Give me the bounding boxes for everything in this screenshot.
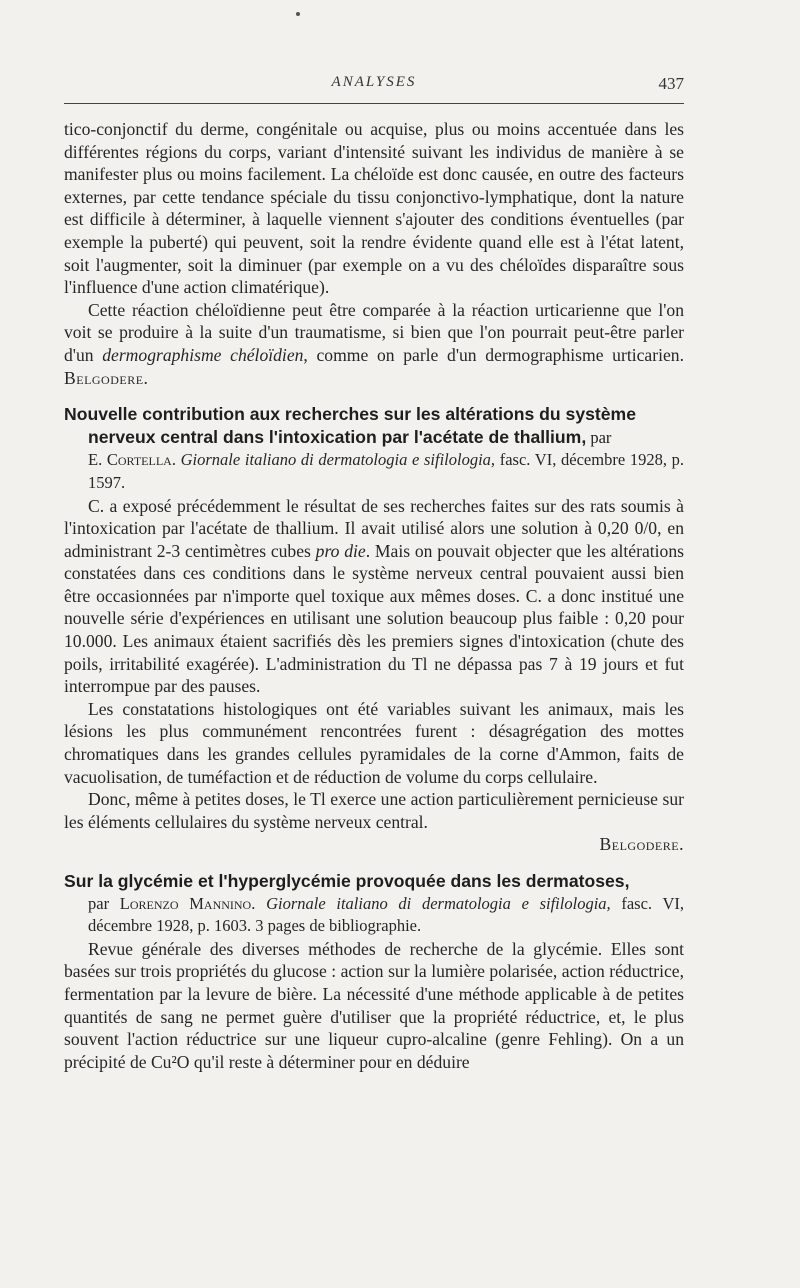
print-speck	[296, 12, 300, 16]
journal-name: Giornale italiano di dermatologia e sifilologia,	[180, 450, 496, 470]
page-body	[64, 118, 684, 1073]
paragraph: tico-conjonctif du derme, congénitale ou acquise, plus ou moins accentuée dans les différentes régions du corps, variant d'intensité suivant les individus de manière à se manifester plus ou moins facilement. La chéloïde est donc causée, en outre des facteurs externes, par cette tendance spéciale du tissu conjonctivo-lymphatique, dont la nature est difficile à déterminer, à laquelle viennent s'ajouter des conditions éventuelles (par exemple la puberté) qui peuvent, soit la rendre évidente quand elle est à l'état latent, soit l'augmenter, soit la diminuer (par exemple on a vu des chéloïdes disparaître sous l'influence d'une action climatérique).	[64, 119, 684, 298]
journal-name: Giornale italiano di dermatologia e sifilologia,	[266, 893, 611, 913]
header-rule	[64, 103, 684, 104]
text: , comme on parle d'un dermographisme urticarien.	[303, 344, 684, 365]
citation	[64, 893, 684, 938]
title-line: Nouvelle contribution aux recherches sur les altérations du système	[64, 404, 636, 425]
article-title: Sur la glycémie et l'hyperglycémie provoquée dans les dermatoses,	[64, 871, 630, 891]
article-thallium	[64, 403, 684, 856]
text: . Mais on pouvait objecter que les altérations constatées dans ces conditions dans le système nerveux central pouvaient aussi bien être occasionnées par n'importe quel toxique aux mêmes doses. C. a donc institué une nouvelle série d'expériences en utilisant une solution beaucoup plus faible : 0,20 pour 10.000. Les animaux étaient sacrifiés dès les premiers signes d'intoxication (chute des poils, irritabilité exagérée). L'administration du Tl ne dépassa pas 7 à 19 jours et fut interrompue par des pauses.	[64, 540, 684, 697]
article-keloid	[64, 118, 684, 389]
reviewer-signature: Belgodere.	[64, 367, 149, 388]
article-glycemia	[64, 870, 684, 1073]
text: C. a exposé précédemment le résultat de ses recherches faites sur des rats soumis à l'intoxication par l'acétate de thallium. Il avait utilisé alors une solution à 0,20 0/0, en administrant 2-3 centimètres cubes	[64, 495, 684, 561]
citation-details: fasc. VI, décembre 1928, p. 1603. 3 pages de bibliographie.	[88, 893, 684, 936]
ref-par: par	[586, 427, 612, 447]
title-line: nerveux central dans l'intoxication par l'acétate de thallium,	[88, 426, 587, 447]
author: Lorenzo Mannino.	[119, 893, 256, 913]
signature-line	[64, 833, 684, 856]
text: Cette réaction chéloïdienne peut être comparée à la réaction urticarienne que l'on voit se produire à la suite d'un traumatisme, si bien que l'on pourrait peut-être parler d'un	[64, 299, 684, 365]
running-title: ANALYSES	[331, 74, 417, 90]
citation	[64, 449, 684, 494]
emphasis: dermographisme chéloïdien	[102, 344, 304, 365]
reviewer-signature: Belgodere.	[599, 834, 684, 855]
running-header	[64, 74, 684, 94]
citation-details: fasc. VI, décembre 1928, p. 1597.	[88, 450, 684, 492]
paragraph	[64, 495, 684, 698]
paragraph: Les constatations histologiques ont été variables suivant les animaux, mais les lésions les plus communément rencontrées furent : désagrégation des mottes chromatiques dans les grandes cellules pyramidales de la corne d'Ammon, faits de vacuolisation, de tuméfaction et de réduction de volume du corps cellulaire.	[64, 698, 684, 787]
paragraph	[64, 299, 684, 389]
paragraph: Revue générale des diverses méthodes de recherche de la glycémie. Elles sont basées sur trois propriétés du glucose : action sur la lumière polarisée, action réductrice, fermentation par la levure de bière. La nécessité d'une méthode applicable à de petites quantités de sang ne permet guère d'utiliser que la propriété réductrice, et, le plus souvent l'action réductrice sur une liqueur cupro-alcaline (genre Fehling). On a un précipité de Cu²O qu'il reste à déterminer pour en déduire	[64, 938, 684, 1072]
page-number: 437	[658, 74, 684, 93]
article-title	[64, 403, 684, 449]
emphasis: pro die	[315, 540, 366, 561]
paragraph: Donc, même à petites doses, le Tl exerce une action particulièrement pernicieuse sur les éléments cellulaires du système nerveux central.	[64, 789, 684, 832]
author: E. Cortella.	[88, 450, 176, 470]
ref-par: par	[88, 893, 120, 913]
